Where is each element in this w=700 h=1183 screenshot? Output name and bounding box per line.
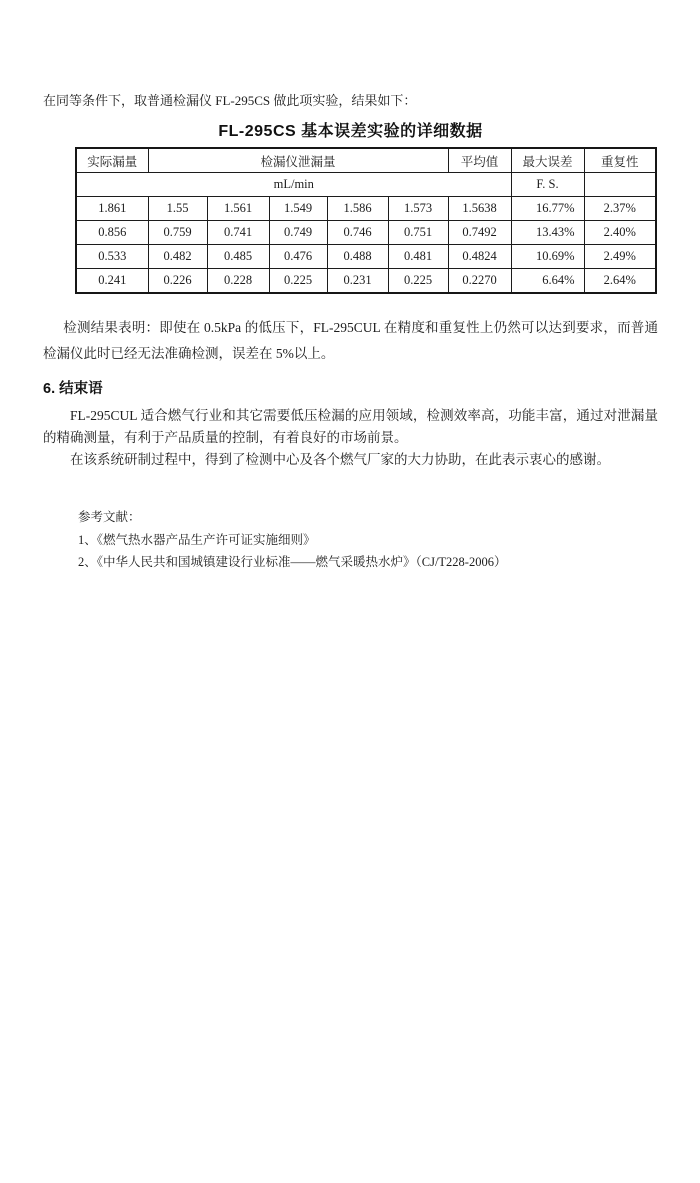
table-cell: 0.488 bbox=[327, 245, 388, 269]
table-row bbox=[76, 269, 656, 294]
table-unit-row bbox=[76, 173, 656, 197]
table-cell: 0.746 bbox=[327, 221, 388, 245]
table-cell-repeatability: 2.40% bbox=[584, 221, 656, 245]
table-cell: 0.226 bbox=[148, 269, 207, 294]
table-cell: 0.481 bbox=[388, 245, 448, 269]
section-heading: 6. 结束语 bbox=[43, 381, 103, 397]
table-cell: 0.751 bbox=[388, 221, 448, 245]
table-cell-max-error: 6.64% bbox=[511, 269, 584, 294]
table-cell: 0.7492 bbox=[448, 221, 511, 245]
table-cell: 0.225 bbox=[269, 269, 327, 294]
table-cell-max-error: 16.77% bbox=[511, 197, 584, 221]
table-cell: 0.749 bbox=[269, 221, 327, 245]
table-cell: 0.485 bbox=[207, 245, 269, 269]
reference-item: 1、《燃气热水器产品生产许可证实施细则》 bbox=[78, 532, 316, 547]
table-title: FL-295CS 基本误差实验的详细数据 bbox=[218, 123, 483, 140]
header-detector-leak: 检漏仪泄漏量 bbox=[148, 148, 448, 173]
table-cell: 0.759 bbox=[148, 221, 207, 245]
table-cell: 0.482 bbox=[148, 245, 207, 269]
table-cell: 0.225 bbox=[388, 269, 448, 294]
header-repeatability: 重复性 bbox=[584, 148, 656, 173]
unit-cell: mL/min bbox=[76, 173, 511, 197]
table-cell: 0.2270 bbox=[448, 269, 511, 294]
table-cell: 0.533 bbox=[76, 245, 148, 269]
table-cell-repeatability: 2.49% bbox=[584, 245, 656, 269]
table-cell: 1.561 bbox=[207, 197, 269, 221]
table-cell: 1.549 bbox=[269, 197, 327, 221]
table-cell-repeatability: 2.64% bbox=[584, 269, 656, 294]
table-row bbox=[76, 197, 656, 221]
table-header-row bbox=[76, 148, 656, 173]
error-data-table bbox=[75, 147, 657, 294]
table-cell: 0.4824 bbox=[448, 245, 511, 269]
references-title: 参考文献： bbox=[78, 510, 141, 524]
table-cell: 0.856 bbox=[76, 221, 148, 245]
reference-item: 2、《中华人民共和国城镇建设行业标准——燃气采暖热水炉》（CJ/T228-2006） bbox=[78, 555, 507, 569]
table-cell: 0.228 bbox=[207, 269, 269, 294]
table-cell: 0.741 bbox=[207, 221, 269, 245]
intro-paragraph: 在同等条件下，取普通检漏仪 FL-295CS 做此项实验，结果如下： bbox=[43, 93, 417, 108]
table-cell: 1.861 bbox=[76, 197, 148, 221]
table-cell-max-error: 13.43% bbox=[511, 221, 584, 245]
table-cell: 1.55 bbox=[148, 197, 207, 221]
header-max-error: 最大误差 bbox=[511, 148, 584, 173]
section-paragraph-1: FL-295CUL 适合燃气行业和其它需要低压检漏的应用领域，检测效率高，功能丰富，通过对泄漏量的精确测量，有利于产品质量的控制，有着良好的市场前景。 bbox=[43, 408, 658, 445]
header-actual-leak: 实际漏量 bbox=[76, 148, 148, 173]
table-row bbox=[76, 221, 656, 245]
result-paragraph: 检测结果表明：即使在 0.5kPa 的低压下，FL-295CUL 在精度和重复性上仍然可以达到要求，而普通检漏仪此时已经无法准确检测，误差在 5%以上。 bbox=[43, 320, 658, 361]
fs-cell: F. S. bbox=[511, 173, 584, 197]
table-row bbox=[76, 245, 656, 269]
empty-cell bbox=[584, 173, 656, 197]
header-average: 平均值 bbox=[448, 148, 511, 173]
section-paragraph-2: 在该系统研制过程中，得到了检测中心及各个燃气厂家的大力协助，在此表示衷心的感谢。 bbox=[70, 452, 610, 467]
table-cell: 1.5638 bbox=[448, 197, 511, 221]
table-cell: 1.586 bbox=[327, 197, 388, 221]
table-cell: 0.476 bbox=[269, 245, 327, 269]
references-block bbox=[78, 506, 658, 574]
table-cell-repeatability: 2.37% bbox=[584, 197, 656, 221]
table-cell: 0.231 bbox=[327, 269, 388, 294]
table-cell: 0.241 bbox=[76, 269, 148, 294]
table-cell-max-error: 10.69% bbox=[511, 245, 584, 269]
table-cell: 1.573 bbox=[388, 197, 448, 221]
